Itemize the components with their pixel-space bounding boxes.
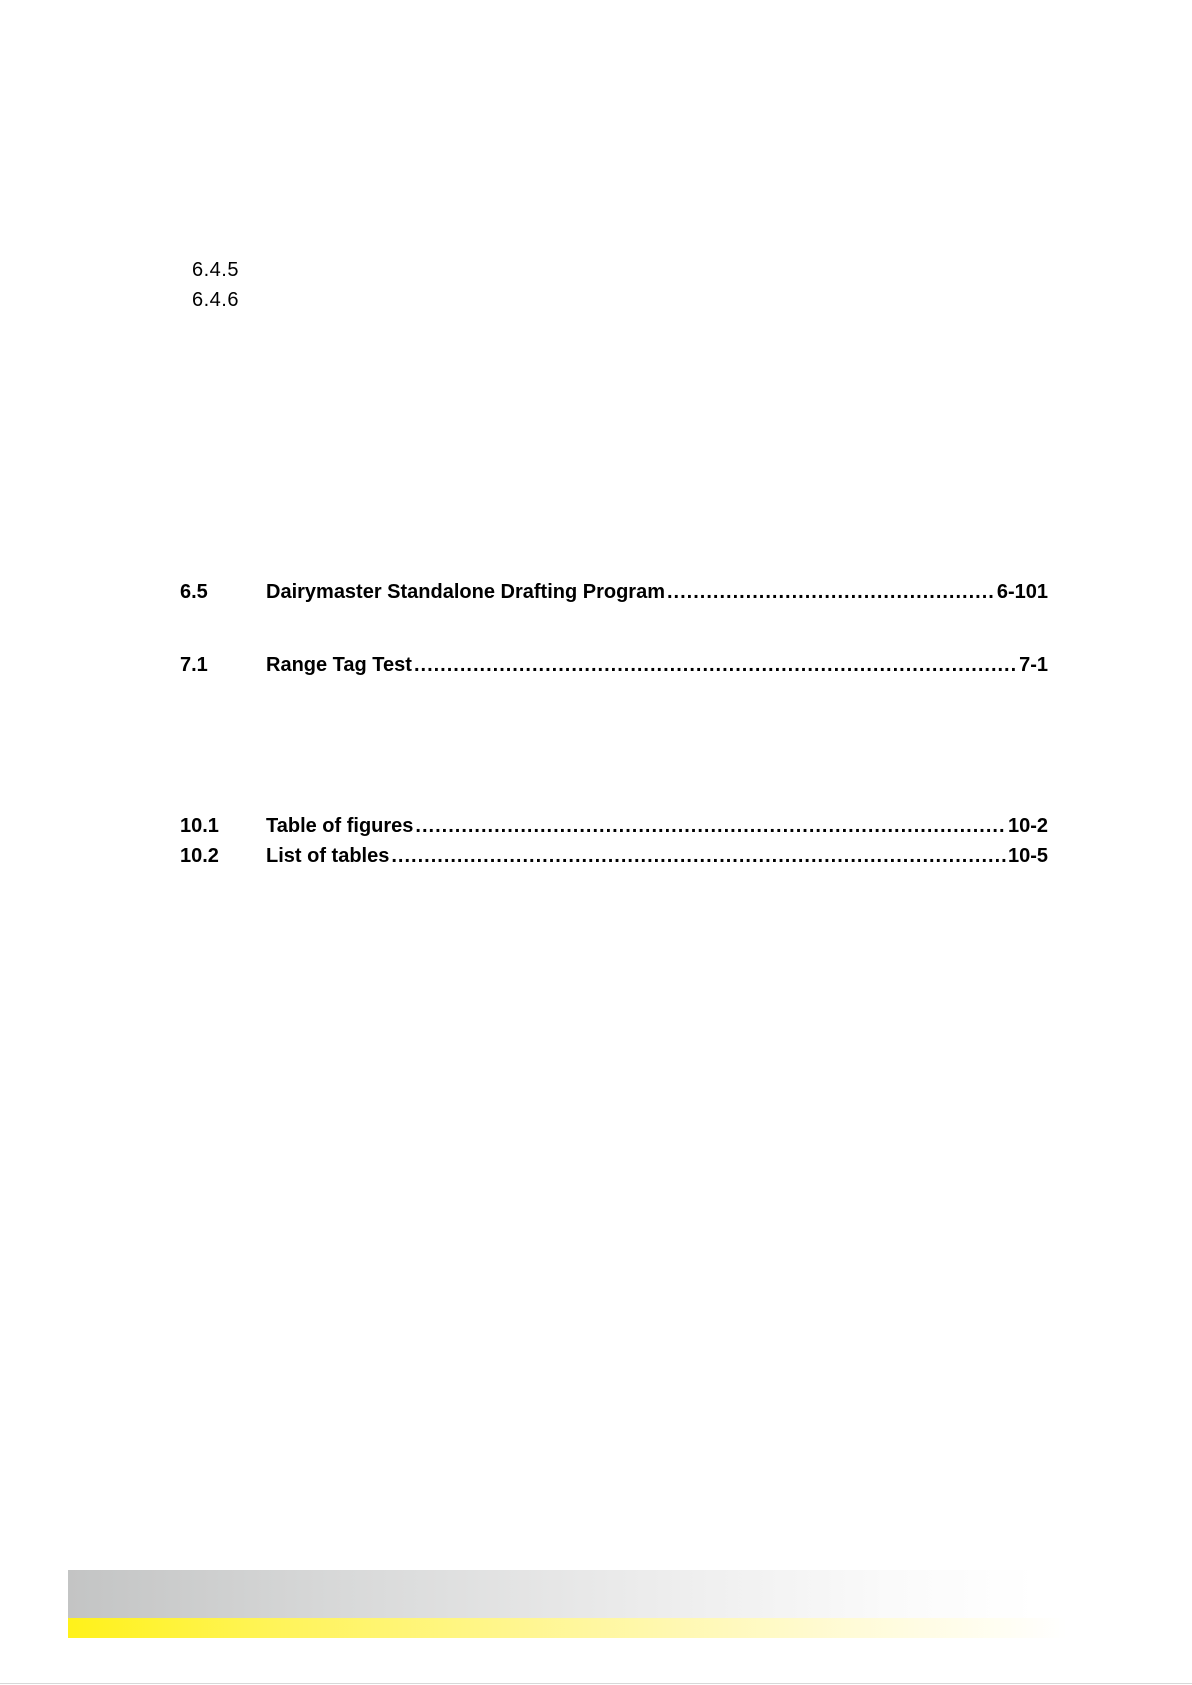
footer-decorative-bar (68, 1570, 1120, 1638)
toc-entry-number: 7.1 (180, 654, 208, 676)
toc-dot-leader (414, 652, 1017, 678)
toc-entry-title: Range Tag Test (266, 654, 412, 676)
toc-dot-leader (667, 579, 995, 605)
toc-entry-10-1[interactable] (180, 813, 1048, 839)
toc-entry-page: 6-101 (996, 581, 1048, 603)
toc-dot-leader (391, 843, 1006, 869)
toc-entry-title: Table of figures (266, 815, 414, 837)
toc-subentry-number: 6.4.6 (192, 289, 239, 311)
toc-subentry-number: 6.4.5 (192, 259, 239, 281)
footer-yellow-band (68, 1618, 1120, 1638)
toc-entry-number: 10.2 (180, 845, 219, 867)
toc-entry-10-2[interactable] (180, 843, 1048, 869)
toc-entry-page: 7-1 (1019, 654, 1048, 676)
toc-entry-page: 10-5 (1007, 845, 1048, 867)
toc-entry-title: List of tables (266, 845, 390, 867)
toc-entry-title: Dairymaster Standalone Drafting Program (266, 581, 665, 603)
toc-entry-6-5[interactable] (180, 579, 1048, 605)
page-bottom-rule (0, 1683, 1192, 1684)
toc-entry-page: 10-2 (1007, 815, 1048, 837)
toc-entry-number: 10.1 (180, 815, 219, 837)
footer-gray-band (68, 1570, 1120, 1618)
toc-entry-7-1[interactable] (180, 652, 1048, 678)
toc-dot-leader (415, 813, 1006, 839)
toc-entry-number: 6.5 (180, 581, 208, 603)
